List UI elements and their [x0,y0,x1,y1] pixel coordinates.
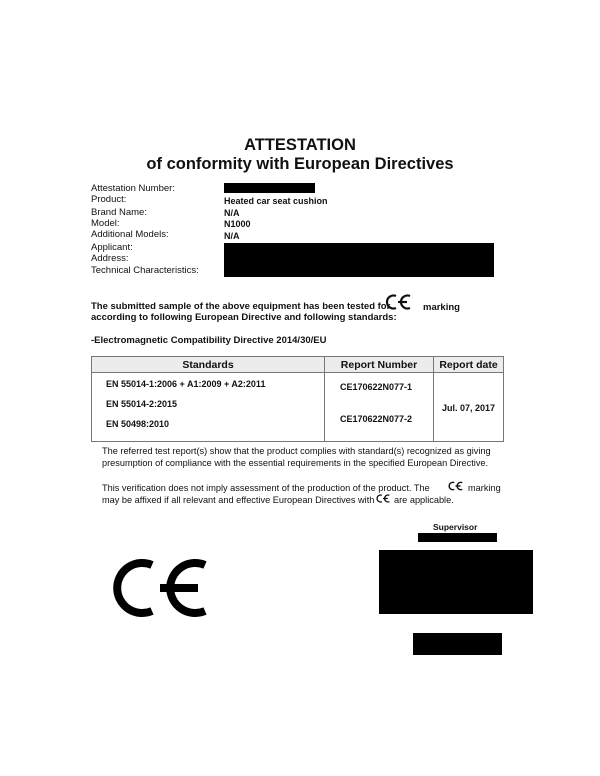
brand-name-value: N/A [224,208,240,218]
brand-name-label: Brand Name: [91,207,147,218]
applicant-redaction [224,243,494,277]
directive-line: -Electromagnetic Compatibility Directive 2014/30/EU [91,335,327,346]
technical-characteristics-label: Technical Characteristics: [91,265,199,276]
standards-cell [92,373,325,442]
statement-marking: marking [423,302,460,313]
table-header-row [92,357,504,373]
stamp-redaction [413,633,502,655]
paragraph-2-line-1a: This verification does not imply assessment of the production of the product. The [102,483,430,493]
additional-models-value: N/A [224,231,240,241]
report-date-cell: Jul. 07, 2017 [434,373,504,442]
report-number-1: CE170622N077-1 [340,382,413,392]
standard-2: EN 55014-2:2015 [106,399,178,409]
standard-1: EN 55014-1:2006 + A1:2009 + A2:2011 [106,379,266,389]
ce-mark-icon [385,293,413,311]
standard-3: EN 50498:2010 [106,419,170,429]
report-numbers-cell [325,373,434,442]
product-value: Heated car seat cushion [224,196,328,206]
product-label: Product: [91,194,127,205]
paragraph-2-line-2b: are applicable. [394,495,454,505]
applicant-label: Applicant: [91,242,133,253]
supervisor-name-redaction [418,533,497,542]
ce-logo-icon [108,557,214,619]
supervisor-label: Supervisor [433,522,478,532]
header-report-date: Report date [434,357,504,373]
table-row [92,373,504,442]
model-value: N1000 [224,219,251,229]
report-number-2: CE170622N077-2 [340,414,413,424]
ce-mark-small-icon [448,480,464,492]
attestation-number-label: Attestation Number: [91,183,175,194]
paragraph-2-line-2a: may be affixed if all relevant and effective European Directives with [102,495,375,505]
statement-line2: according to following European Directive and following standards: [91,312,397,323]
paragraph-1-line-1: The referred test report(s) show that the product complies with standard(s) recognized as giving [102,446,491,456]
header-standards: Standards [92,357,325,373]
paragraph-2-line-1b: marking [468,483,501,493]
standards-table [91,356,504,442]
address-label: Address: [91,253,129,264]
additional-models-label: Additional Models: [91,229,169,240]
ce-mark-small-icon-2 [376,493,391,504]
document-subtitle: of conformity with European Directives [146,155,454,173]
header-report-number: Report Number [325,357,434,373]
attestation-number-redaction [224,183,315,193]
document-title: ATTESTATION [244,136,356,154]
model-label: Model: [91,218,120,229]
statement-line1: The submitted sample of the above equipment has been tested for [91,301,391,312]
signature-redaction [379,550,533,614]
paragraph-1-line-2: presumption of compliance with the essential requirements in the specified European Directive. [102,458,489,468]
